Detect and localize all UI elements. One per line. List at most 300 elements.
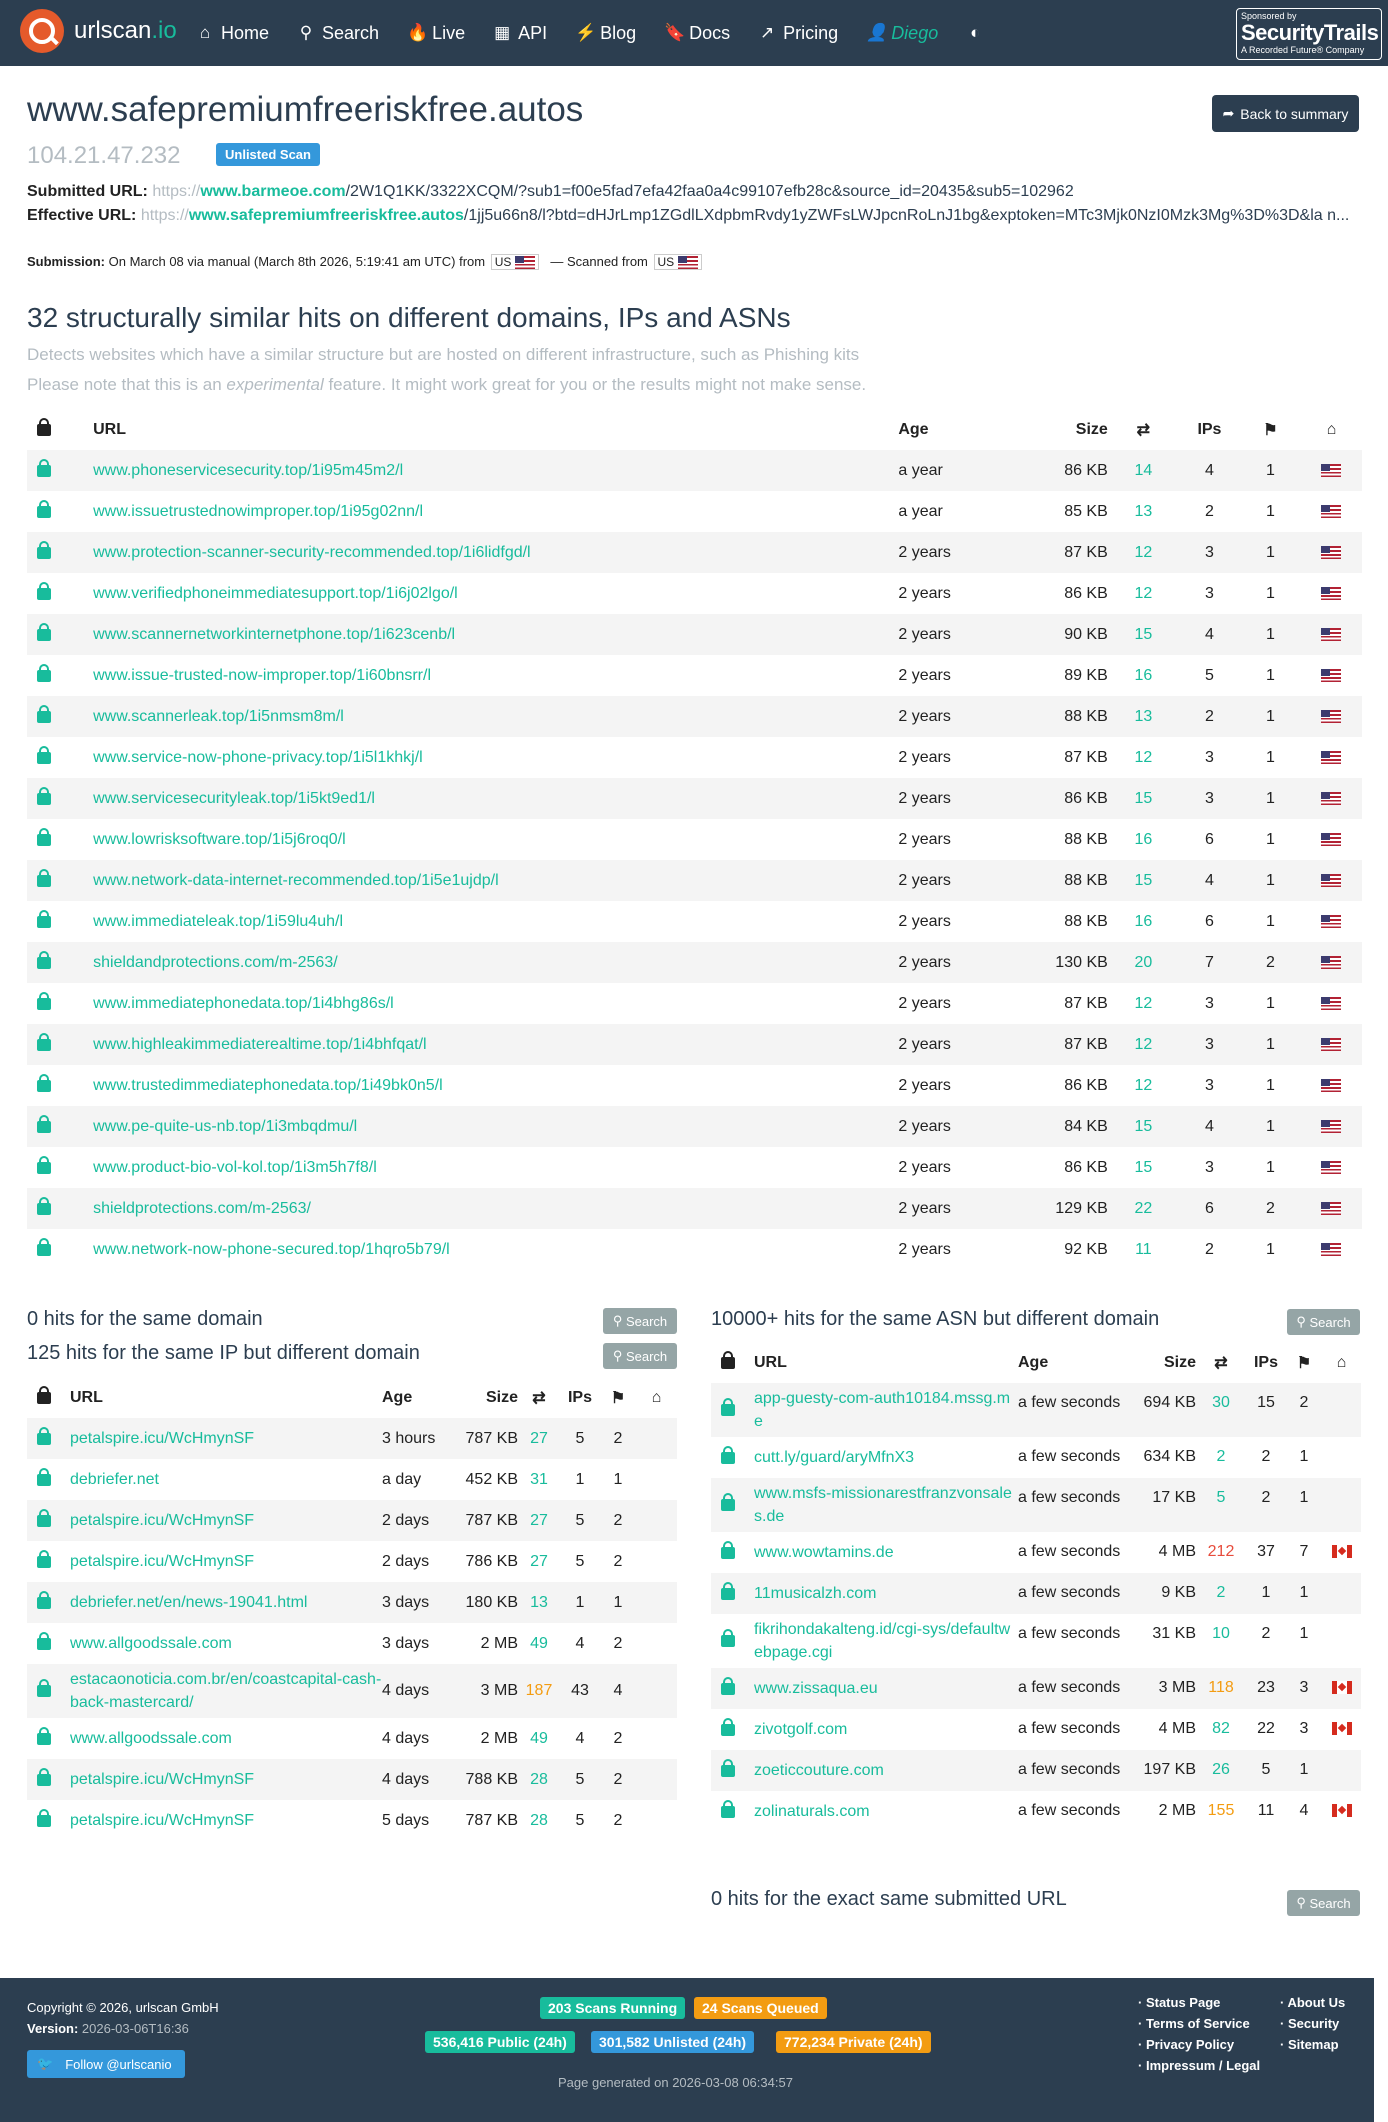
flag-cell (1301, 819, 1362, 860)
lock-icon (37, 1039, 51, 1051)
navbar (0, 0, 1388, 66)
lock-cell (27, 1229, 93, 1270)
age-cell: a year (898, 502, 943, 520)
lock-cell (27, 696, 93, 737)
countries-cell: 4 (1299, 1802, 1309, 1819)
lock-icon (37, 1474, 51, 1486)
result-link[interactable]: www.scannerleak.top/1i5nmsm8m/l (93, 707, 344, 725)
requests-cell: 12 (1134, 1076, 1153, 1094)
countries-cell: 4 (600, 1664, 636, 1718)
lock-icon (37, 1556, 51, 1568)
url-cell (93, 1024, 898, 1065)
flag-cell (636, 1582, 677, 1623)
result-link[interactable]: www.allgoodssale.com (70, 1730, 232, 1747)
same-url-title: 0 hits for the exact same submitted URL (711, 1888, 1067, 1910)
flag-cell (1322, 1668, 1361, 1709)
size-cell: 31 KB (1152, 1625, 1196, 1642)
flag-cell (1301, 532, 1362, 573)
url-cell (93, 573, 898, 614)
url-cell (93, 450, 898, 491)
age-cell: 2 years (898, 584, 951, 602)
footer-link[interactable]: · Status Page (1138, 1992, 1260, 2013)
lock-cell (27, 778, 93, 819)
nav-home[interactable] (196, 23, 269, 44)
countries-cell: 2 (600, 1500, 636, 1541)
url-cell (93, 778, 898, 819)
submitted-url-scheme: https:// (152, 183, 201, 200)
flag-cell (1322, 1791, 1361, 1832)
ips-cell: 5 (560, 1418, 600, 1459)
age-cell: 2 years (898, 532, 1020, 573)
us-flag-icon (1321, 628, 1341, 641)
requests-cell: 49 (530, 1634, 548, 1652)
result-link[interactable]: www.immediatephonedata.top/1i4bhg86s/l (93, 994, 394, 1012)
flag-cell (1301, 1147, 1362, 1188)
flag-cell (1322, 1573, 1361, 1614)
nav-label: Docs (689, 22, 731, 43)
nav-search[interactable] (297, 23, 379, 44)
lock-icon (37, 1121, 51, 1133)
result-link[interactable]: www.msfs-missionarestfranzvonsales.de (754, 1485, 1012, 1525)
url-cell (93, 901, 898, 942)
sponsor-line: Sponsored by (1241, 11, 1297, 21)
footer-link[interactable]: · Terms of Service (1138, 2013, 1260, 2034)
flag-cell (636, 1541, 677, 1582)
lock-cell (27, 1147, 93, 1188)
result-link[interactable]: debriefer.net/en/news-19041.html (70, 1594, 308, 1611)
lock-cell (27, 532, 93, 573)
url-cell (93, 655, 898, 696)
footer-link[interactable]: · Security (1280, 2013, 1345, 2034)
lock-cell (711, 1532, 754, 1573)
ips-cell: 3 (1179, 532, 1240, 573)
ips-cell: 6 (1205, 912, 1214, 930)
result-link[interactable]: www.network-data-internet-recommended.top/1i5e1ujdp/l (93, 871, 499, 889)
nav-api[interactable] (493, 23, 547, 44)
ips-cell: 2 (1261, 1448, 1271, 1465)
lock-cell (27, 1800, 70, 1841)
lock-cell (711, 1478, 754, 1532)
us-flag-icon (1321, 792, 1341, 805)
similar-hits-title: 32 structurally similar hits on different domains, IPs and ASNs (27, 302, 791, 333)
countries-cell: 1 (613, 1470, 623, 1488)
scans-running-badge[interactable]: 203 Scans Running (540, 1997, 685, 2019)
unlisted-scans-badge[interactable]: 301,582 Unlisted (24h) (591, 2031, 754, 2053)
requests-cell: 30 (1196, 1383, 1246, 1437)
url-cell (93, 532, 898, 573)
flag-cell (1301, 737, 1362, 778)
twitter-follow-button[interactable] (27, 2050, 185, 2078)
ips-cell: 2 (1179, 696, 1240, 737)
result-link[interactable]: www.servicesecurityleak.top/1i5kt9ed1/l (93, 789, 375, 807)
lock-icon (37, 998, 51, 1010)
result-link[interactable]: petalspire.icu/WcHmynSF (70, 1430, 255, 1447)
url-cell (93, 983, 898, 1024)
result-link[interactable]: www.issuetrustednowimproper.top/1i95g02nn/l (93, 502, 424, 520)
ips-cell: 2 (1261, 1625, 1271, 1642)
nav-docs[interactable] (664, 23, 730, 44)
countries-cell: 1 (1299, 1448, 1309, 1465)
same-domain-title: 0 hits for the same domain (27, 1308, 263, 1330)
us-flag-icon (1321, 997, 1341, 1010)
scanned-country-code: US (657, 255, 675, 269)
user-icon: 👤 (866, 23, 888, 42)
lock-icon (37, 916, 51, 928)
url-cell (70, 1541, 382, 1582)
nav-live[interactable] (407, 23, 465, 44)
same-domain-search-button[interactable]: ⚲ Search (603, 1308, 677, 1334)
lock-icon (37, 670, 51, 682)
requests-cell: 16 (1134, 912, 1153, 930)
countries-cell: 1 (1299, 1625, 1309, 1642)
requests-cell: 12 (1108, 1024, 1179, 1065)
result-link[interactable]: cutt.ly/guard/aryMfnX3 (754, 1449, 915, 1466)
size-cell: 87 KB (1064, 994, 1108, 1012)
search-icon: ⚲ (1296, 1895, 1306, 1910)
flag-cell (1301, 614, 1362, 655)
age-cell: 2 years (898, 1024, 1020, 1065)
page-generated: Page generated on 2026-03-08 06:34:57 (558, 2075, 793, 2090)
lock-cell (27, 1024, 93, 1065)
lock-icon (37, 506, 51, 518)
countries-cell: 2 (600, 1759, 636, 1800)
result-link[interactable]: petalspire.icu/WcHmynSF (70, 1512, 255, 1529)
lock-cell (27, 1459, 70, 1500)
table-row (711, 1750, 1361, 1791)
col-ips: IPs (1197, 420, 1222, 438)
countries-cell: 1 (1286, 1478, 1322, 1532)
age-cell: 2 years (898, 994, 951, 1012)
result-link[interactable]: zolinaturals.com (754, 1803, 870, 1820)
same-asn-search-button[interactable]: ⚲ Search (1287, 1309, 1360, 1335)
us-flag-icon (1321, 710, 1341, 723)
size-cell: 9 KB (1130, 1573, 1196, 1614)
ips-cell: 5 (560, 1759, 600, 1800)
ips-cell: 3 (1179, 1024, 1240, 1065)
lock-icon (37, 1244, 51, 1256)
ips-cell: 4 (1179, 614, 1240, 655)
size-cell: 88 KB (1064, 830, 1108, 848)
url-cell (70, 1582, 382, 1623)
result-link[interactable]: shieldandprotections.com/m-2563/ (93, 953, 338, 971)
size-cell: 2 MB (480, 1729, 518, 1747)
table-row (27, 1541, 677, 1582)
us-flag-icon (1321, 1202, 1341, 1215)
same-url-search-button[interactable]: ⚲ Search (1287, 1890, 1360, 1916)
footer-link[interactable]: · Impressum / Legal (1138, 2055, 1260, 2076)
ips-cell: 5 (560, 1500, 600, 1541)
result-link[interactable]: www.protection-scanner-security-recommended.top/1i6lidfgd/l (93, 543, 531, 561)
lock-cell (27, 1718, 70, 1759)
table-row (711, 1709, 1361, 1750)
ips-cell: 3 (1205, 748, 1214, 766)
age-cell: 2 years (898, 696, 1020, 737)
result-link[interactable]: www.lowrisksoftware.top/1i5j6roq0/l (93, 830, 346, 848)
result-link[interactable]: www.verifiedphoneimmediatesupport.top/1i6j02lgo/l (93, 584, 458, 602)
us-flag-icon (1321, 546, 1341, 559)
ips-cell: 5 (575, 1552, 585, 1570)
effective-url (27, 204, 1362, 227)
lock-cell (711, 1668, 754, 1709)
external-link-icon: ↗ (760, 23, 775, 42)
ips-cell: 3 (1205, 1076, 1214, 1094)
table-row (27, 1718, 677, 1759)
ips-cell: 7 (1179, 942, 1240, 983)
nav-label: Search (322, 22, 380, 43)
result-link[interactable]: shieldprotections.com/m-2563/ (93, 1199, 311, 1217)
ips-cell: 4 (1179, 1106, 1240, 1147)
flag-cell (1322, 1532, 1361, 1573)
requests-cell: 15 (1108, 1106, 1179, 1147)
result-link[interactable]: petalspire.icu/WcHmynSF (70, 1812, 255, 1829)
result-link[interactable]: www.phoneservicesecurity.top/1i95m45m2/l (93, 461, 404, 479)
us-flag-icon (515, 256, 535, 269)
lock-cell (27, 1623, 70, 1664)
result-link[interactable]: 11musicalzh.com (754, 1585, 877, 1602)
requests-cell: 12 (1108, 532, 1179, 573)
table-row (27, 860, 1362, 901)
table-row (27, 1418, 677, 1459)
age-cell: a few seconds (1018, 1750, 1130, 1791)
table-row (711, 1532, 1361, 1573)
result-link[interactable]: www.network-now-phone-secured.top/1hqro5b79/l (93, 1240, 450, 1258)
table-row (27, 737, 1362, 778)
lock-icon (721, 1452, 735, 1464)
nav-label: API (518, 22, 548, 43)
lock-cell (27, 942, 93, 983)
col-url: URL (93, 420, 126, 438)
requests-cell: 2 (1196, 1573, 1246, 1614)
same-asn-table (711, 1342, 1361, 1832)
ca-flag-icon (1332, 1722, 1352, 1735)
ips-cell: 23 (1246, 1668, 1286, 1709)
lock-icon (37, 1638, 51, 1650)
url-cell (93, 737, 898, 778)
us-flag-icon (1321, 833, 1341, 846)
lock-cell (27, 819, 93, 860)
result-link[interactable]: app-guesty-com-auth10184.mssg.me (754, 1390, 1011, 1430)
qrcode-icon: ▦ (494, 23, 511, 42)
us-flag-icon (678, 256, 698, 269)
result-link[interactable]: www.wowtamins.de (754, 1544, 894, 1561)
result-link[interactable]: www.highleakimmediaterealtime.top/1i4bhfqat/l (93, 1035, 427, 1053)
age-cell: a few seconds (1018, 1720, 1121, 1737)
submission-country (491, 254, 539, 270)
brand-link[interactable] (20, 9, 177, 53)
countries-cell: 2 (1286, 1383, 1322, 1437)
flag-cell (636, 1418, 677, 1459)
size-cell: 787 KB (462, 1500, 518, 1541)
lock-cell (711, 1709, 754, 1750)
countries-cell: 1 (1240, 860, 1301, 901)
result-link[interactable]: fikrihondakalteng.id/cgi-sys/defaultwebpage.cgi (754, 1621, 1011, 1661)
requests-cell: 26 (1196, 1750, 1246, 1791)
ips-cell: 2 (1205, 1240, 1214, 1258)
table-row (27, 1500, 677, 1541)
result-link[interactable]: www.allgoodssale.com (70, 1635, 232, 1652)
ips-cell: 43 (560, 1664, 600, 1718)
lock-icon (721, 1588, 735, 1600)
age-cell: 2 years (898, 748, 951, 766)
col-age: Age (898, 420, 929, 438)
ips-cell: 5 (1205, 666, 1214, 684)
sponsor-banner[interactable] (1236, 8, 1382, 60)
result-link[interactable]: petalspire.icu/WcHmynSF (70, 1771, 255, 1788)
lock-icon (37, 465, 51, 477)
age-cell: 2 years (898, 1158, 951, 1176)
submitted-url-domain[interactable]: www.barmeoe.com (200, 183, 346, 200)
private-scans-badge[interactable]: 772,234 Private (24h) (776, 2031, 931, 2053)
col-age: Age (1018, 1353, 1049, 1371)
ips-cell: 4 (1179, 450, 1240, 491)
lock-cell (27, 1664, 70, 1718)
requests-cell: 12 (1134, 748, 1153, 766)
lock-cell (27, 1418, 70, 1459)
sponsor-name: SecurityTrails (1241, 20, 1379, 45)
requests-cell: 2 (1216, 1448, 1226, 1465)
age-cell: a year (898, 450, 1020, 491)
nav-blog[interactable] (575, 23, 636, 44)
footer-link[interactable]: · Privacy Policy (1138, 2034, 1260, 2055)
url-cell (754, 1478, 1018, 1532)
size-cell: 129 KB (1020, 1188, 1107, 1229)
footer-link[interactable]: · About Us (1280, 1992, 1345, 2013)
url-cell (70, 1718, 382, 1759)
countries-cell: 1 (1286, 1750, 1322, 1791)
nav-label: Diego (891, 22, 939, 43)
age-cell: 2 years (898, 1188, 1020, 1229)
col-size: Size (1075, 420, 1108, 438)
lock-cell (711, 1614, 754, 1668)
size-cell: 85 KB (1064, 502, 1108, 520)
same-ip-search-button[interactable]: ⚲ Search (603, 1343, 677, 1369)
countries-cell: 1 (600, 1582, 636, 1623)
requests-cell: 31 (530, 1470, 548, 1488)
requests-cell: 187 (518, 1664, 560, 1718)
age-cell: a few seconds (1018, 1543, 1121, 1560)
ip-address[interactable]: 104.21.47.232 (27, 142, 181, 169)
search-icon: ⚲ (299, 23, 313, 42)
us-flag-icon (1321, 1038, 1341, 1051)
similar-note: Please note that this is an experimental feature. It might work great for you or the results might not make sense. (27, 375, 867, 394)
nav-theme-toggle[interactable] (966, 23, 991, 43)
size-cell: 452 KB (465, 1470, 518, 1488)
table-row (27, 1065, 1362, 1106)
lock-icon (37, 1433, 51, 1445)
result-link[interactable]: debriefer.net (70, 1471, 159, 1488)
requests-cell: 155 (1207, 1802, 1235, 1819)
countries-cell: 1 (1266, 502, 1275, 520)
size-cell: 197 KB (1130, 1750, 1196, 1791)
countries-cell: 1 (1240, 532, 1301, 573)
flag-cell (1301, 1106, 1362, 1147)
countries-cell: 2 (1240, 942, 1301, 983)
table-row (27, 1459, 677, 1500)
requests-cell: 13 (1108, 696, 1179, 737)
lock-header-icon (37, 1392, 51, 1404)
nav-diego[interactable] (866, 23, 938, 44)
size-cell: 786 KB (465, 1552, 518, 1570)
url-cell (70, 1759, 382, 1800)
table-row (711, 1668, 1361, 1709)
result-link[interactable]: www.zissaqua.eu (754, 1680, 878, 1697)
lock-cell (27, 450, 93, 491)
countries-cell: 1 (1266, 584, 1275, 602)
url-cell (70, 1500, 382, 1541)
age-cell: 2 years (898, 1240, 951, 1258)
age-cell: 3 hours (382, 1418, 462, 1459)
lock-cell (711, 1437, 754, 1478)
url-cell (93, 942, 898, 983)
flag-cell (636, 1459, 677, 1500)
countries-cell: 1 (1266, 1076, 1275, 1094)
ips-cell: 3 (1205, 994, 1214, 1012)
result-link[interactable]: www.trustedimmediatephonedata.top/1i49bk0n5/l (93, 1076, 443, 1094)
age-cell: a few seconds (1018, 1625, 1121, 1642)
size-cell: 787 KB (462, 1418, 518, 1459)
size-cell: 634 KB (1143, 1448, 1196, 1465)
footer-link[interactable]: · Sitemap (1280, 2034, 1345, 2055)
scans-queued-badge[interactable]: 24 Scans Queued (694, 1997, 827, 2019)
result-link[interactable]: www.service-now-phone-privacy.top/1i5l1khkj/l (93, 748, 423, 766)
url-cell (754, 1532, 1018, 1573)
age-cell: 2 years (898, 912, 951, 930)
flag-cell (1301, 1188, 1362, 1229)
flag-cell (1301, 778, 1362, 819)
size-cell: 694 KB (1130, 1383, 1196, 1437)
countries-cell: 1 (1266, 666, 1275, 684)
lock-cell (27, 491, 93, 532)
age-cell: a few seconds (1018, 1383, 1130, 1437)
lock-icon (37, 711, 51, 723)
table-row (27, 1800, 677, 1841)
flag-cell (1322, 1383, 1361, 1437)
result-link[interactable]: estacaonoticia.com.br/en/coastcapital-cash-back-mastercard/ (70, 1671, 382, 1711)
table-row (27, 491, 1362, 532)
size-cell: 92 KB (1064, 1240, 1108, 1258)
table-row (27, 942, 1362, 983)
requests-cell: 15 (1108, 860, 1179, 901)
flag-header-icon: ⚑ (1263, 421, 1278, 439)
ips-cell: 11 (1257, 1802, 1275, 1819)
size-cell: 2 MB (480, 1634, 518, 1652)
table-row (27, 696, 1362, 737)
lock-icon (721, 1724, 735, 1736)
result-link[interactable]: zivotgolf.com (754, 1721, 848, 1738)
footer-links-legal (1138, 1992, 1260, 2076)
public-scans-badge[interactable]: 536,416 Public (24h) (425, 2031, 575, 2053)
requests-cell: 118 (1196, 1668, 1246, 1709)
result-link[interactable]: www.issue-trusted-now-improper.top/1i60bnsrr/l (93, 666, 431, 684)
lock-icon (37, 1685, 51, 1697)
result-link[interactable]: zoeticcouture.com (754, 1762, 884, 1779)
effective-url-domain[interactable]: www.safepremiumfreeriskfree.autos (188, 207, 464, 224)
flag-cell (1301, 942, 1362, 983)
nav-pricing[interactable] (758, 23, 838, 44)
result-link[interactable]: www.immediateleak.top/1i59lu4uh/l (93, 912, 343, 930)
table-row (711, 1573, 1361, 1614)
result-link[interactable]: petalspire.icu/WcHmynSF (70, 1553, 255, 1570)
col-size: Size (1163, 1353, 1196, 1371)
result-link[interactable]: www.pe-quite-us-nb.top/1i3mbqdmu/l (93, 1117, 358, 1135)
table-row (27, 901, 1362, 942)
result-link[interactable]: www.scannernetworkinternetphone.top/1i623cenb/l (93, 625, 456, 643)
countries-cell: 1 (1240, 450, 1301, 491)
back-to-summary-button[interactable] (1212, 95, 1359, 132)
table-row (27, 1188, 1362, 1229)
transfer-icon: ⇄ (532, 1389, 546, 1407)
result-link[interactable]: www.product-bio-vol-kol.top/1i3m5h7f8/l (93, 1158, 377, 1176)
